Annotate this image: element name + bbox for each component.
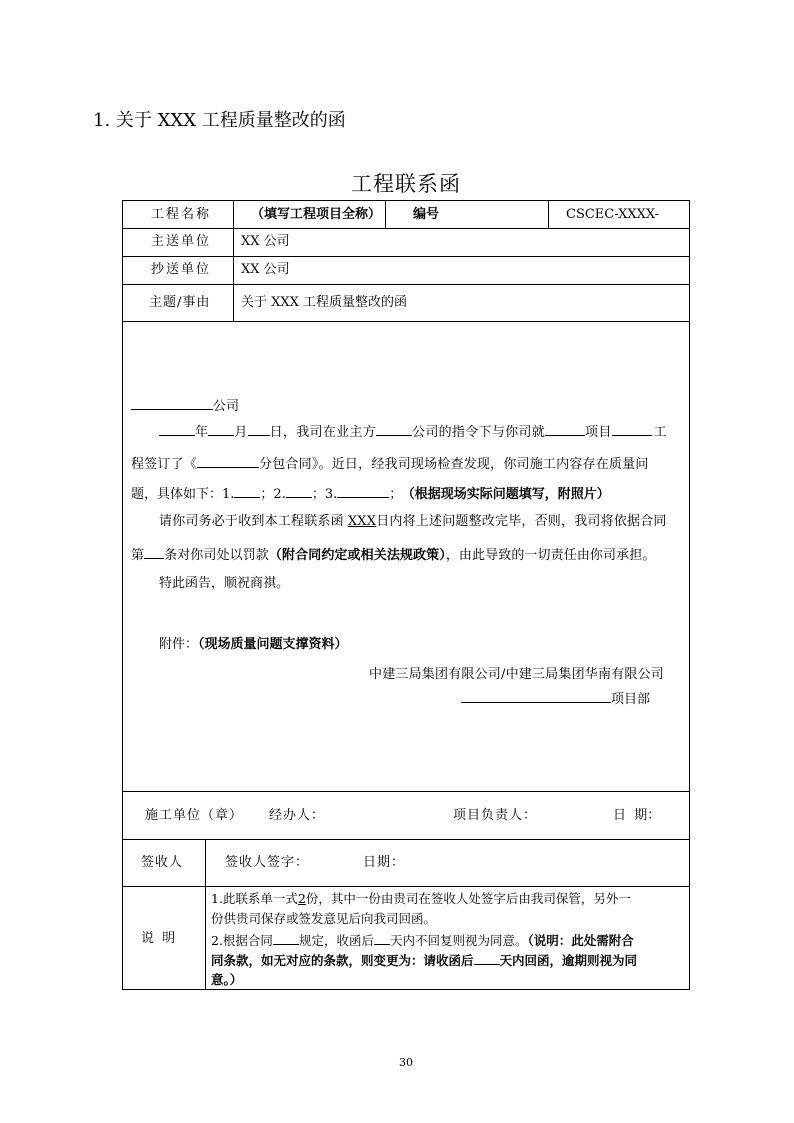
project-manager-label: 项目负责人： <box>453 808 538 823</box>
body-line-4: 请你司务必于收到本工程联系函 XXX日内将上述问题整改完毕，否则，我司将依据合同 <box>159 514 667 529</box>
body-line-2: 程签订了《 分包合同》。近日，经我司现场检查发现，你司施工内容存在质量问 <box>131 453 649 473</box>
attachment-line: 附件：（现场质量问题支撑资料） <box>159 637 348 652</box>
project-name-label: 工程名称 <box>151 207 212 222</box>
notes-line-2: 份供贵司保存或签发意见后向我司回函。 <box>211 911 437 926</box>
main-recipient-value: XX 公司 <box>241 234 290 249</box>
body-line-3: 题，具体如下：1. ；2. ；3. ； （根据现场实际问题填写，附照片） <box>131 483 610 503</box>
notes-line-1: 1.此联系单一式2份，其中一份由贵司在签收人处签字后由我司保管，另外一 <box>211 891 631 906</box>
main-recipient-label: 主送单位 <box>151 234 212 249</box>
body-line-5: 第 条对你司处以罚款（附合同约定或相关法规政策），由此导致的一切责任由你司承担。 <box>131 544 655 564</box>
handler-label: 经办人： <box>269 808 326 823</box>
construction-unit-label: 施工单位（章） <box>145 808 244 823</box>
form-title: 工程联系函 <box>351 172 461 196</box>
sender-company: 中建三局集团有限公司/中建三局集团华南有限公司 <box>369 667 664 682</box>
receiver-signature-label: 签收人签字： <box>225 855 310 870</box>
section-heading: 1. 关于 XXX 工程质量整改的函 <box>93 110 346 131</box>
notes-line-3: 2.根据合同 规定，收函后 天内不回复则视为同意。（说明：此处需附合 <box>211 933 634 948</box>
addressee-line: 公司 <box>131 395 239 415</box>
subject-label: 主题/事由 <box>149 295 211 310</box>
page-number: 30 <box>399 1056 413 1069</box>
notes-line-5: 意。） <box>211 972 243 987</box>
contact-form-table <box>122 200 690 990</box>
date-label: 日 期： <box>613 808 661 823</box>
cc-label: 抄送单位 <box>151 262 212 277</box>
receiver-label: 签收人 <box>141 855 184 870</box>
project-name-value: （填写工程项目全称） <box>251 207 382 222</box>
notes-line-4: 同条款，如无对应的条款，则变更为：请收函后 天内回函，逾期则视为同 <box>211 953 638 968</box>
cc-value: XX 公司 <box>241 262 290 277</box>
subject-value: 关于 XXX 工程质量整改的函 <box>241 295 408 310</box>
body-line-1: 年 月 日，我司在业主方 公司的指令下与你司就 项目 工 <box>159 421 667 441</box>
receipt-date-label: 日期： <box>363 855 406 870</box>
notes-label: 说 明 <box>141 931 176 946</box>
closing-line: 特此函告，顺祝商祺。 <box>159 576 290 591</box>
number-label: 编号 <box>413 207 440 222</box>
project-dept-line: 项目部 <box>461 688 650 708</box>
number-value: CSCEC-XXXX- <box>566 207 660 222</box>
